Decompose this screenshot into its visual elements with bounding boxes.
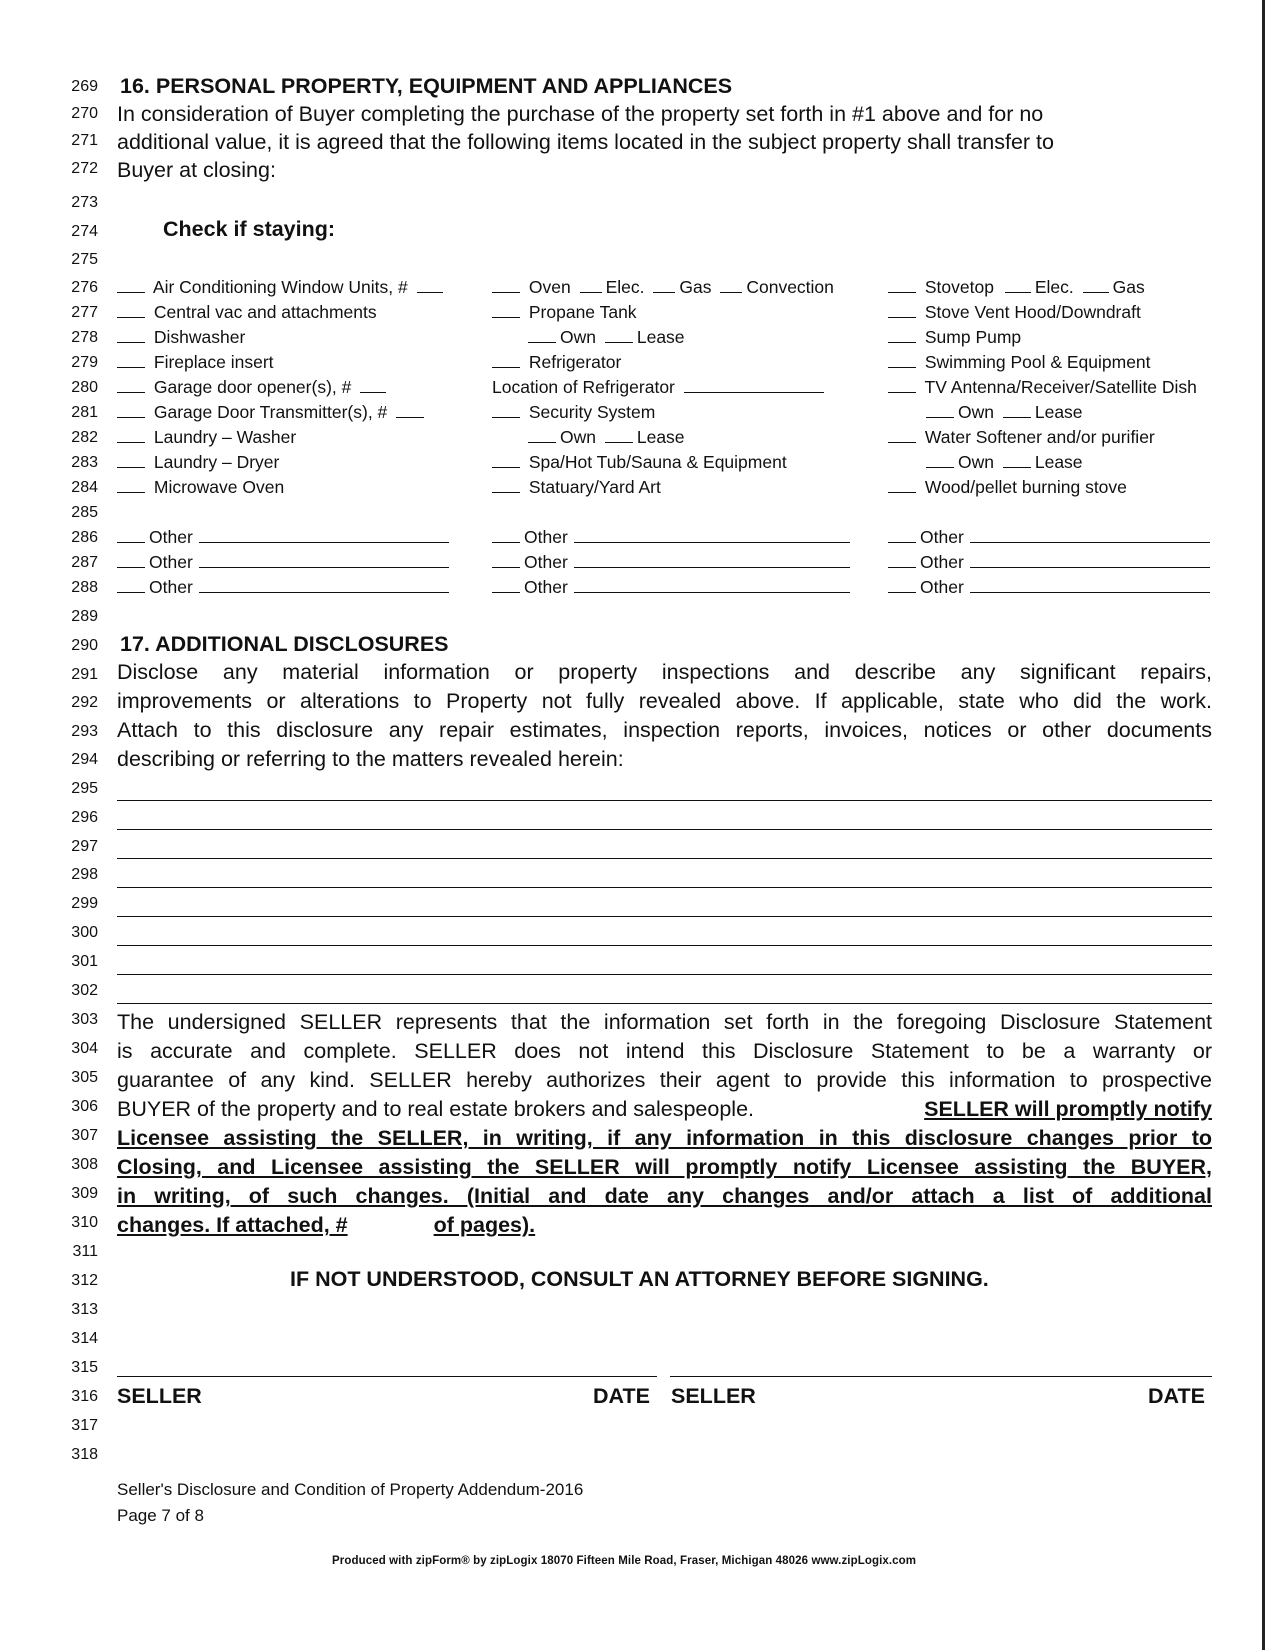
line-number: 286 xyxy=(71,529,98,546)
disclosure-write-line[interactable] xyxy=(117,800,1212,801)
pages-count-suffix: of pages). xyxy=(433,1213,536,1237)
other-item xyxy=(117,526,449,548)
item-label: Swimming Pool & Equipment xyxy=(924,352,1151,372)
other-label: Other xyxy=(149,527,193,547)
line-number: 276 xyxy=(71,279,98,296)
checklist-item xyxy=(492,401,655,423)
checkbox-blank[interactable] xyxy=(492,301,520,318)
seller-statement-line: guarantee of any kind. SELLER hereby authorizes their agent to provide this information to prospective xyxy=(117,1068,1212,1092)
line-number: 275 xyxy=(71,251,98,268)
option-label: Convection xyxy=(746,277,834,297)
line-number: 311 xyxy=(72,1243,98,1260)
seller-statement-emphasis: in writing, of such changes. (Initial and date any changes and/or attach a list of additional xyxy=(117,1184,1212,1208)
line-number: 317 xyxy=(71,1417,98,1434)
other-blank[interactable] xyxy=(970,526,1210,543)
date-label: DATE xyxy=(593,1384,650,1408)
line-number: 304 xyxy=(71,1040,98,1057)
option-label: Gas xyxy=(1112,277,1145,297)
checkbox-blank[interactable] xyxy=(117,301,145,318)
checkbox-blank[interactable] xyxy=(888,276,916,293)
option-label: Elec. xyxy=(1034,277,1074,297)
item-label: Laundry – Washer xyxy=(153,427,297,447)
option-label: Gas xyxy=(679,277,712,297)
option-label: Own xyxy=(560,327,596,347)
line-number: 271 xyxy=(71,132,98,149)
line-number: 273 xyxy=(71,194,98,211)
disclosure-write-line[interactable] xyxy=(117,916,1212,917)
line-number: 280 xyxy=(71,379,98,396)
checkbox-blank[interactable] xyxy=(117,426,145,443)
attorney-warning: IF NOT UNDERSTOOD, CONSULT AN ATTORNEY BEFORE SIGNING. xyxy=(290,1267,989,1291)
other-blank[interactable] xyxy=(970,551,1210,568)
other-blank[interactable] xyxy=(199,526,449,543)
other-blank[interactable] xyxy=(199,576,449,593)
line-number: 301 xyxy=(71,953,98,970)
checklist-item xyxy=(888,476,1127,498)
option-label: Own xyxy=(560,427,596,447)
line-number: 305 xyxy=(71,1069,98,1086)
line-number: 302 xyxy=(71,982,98,999)
disclosure-write-line[interactable] xyxy=(117,1003,1212,1004)
disclosure-write-line[interactable] xyxy=(117,974,1212,975)
seller-label: SELLER xyxy=(671,1384,756,1408)
statement-emphasis: SELLER will promptly notify xyxy=(924,1097,1212,1121)
line-number: 298 xyxy=(71,866,98,883)
option-label: Own xyxy=(958,402,994,422)
checklist-item xyxy=(492,476,661,498)
section-17-text: improvements or alterations to Property not fully revealed above. If applicable, state who did the work. xyxy=(117,689,1212,713)
item-label: Refrigerator xyxy=(528,352,622,372)
checkbox-blank[interactable] xyxy=(888,426,916,443)
checkbox-blank[interactable] xyxy=(926,401,954,418)
checkbox-blank[interactable] xyxy=(492,526,520,543)
location-blank[interactable] xyxy=(684,376,824,393)
checklist-item xyxy=(492,376,824,398)
checkbox-blank[interactable] xyxy=(720,276,742,293)
checkbox-blank[interactable] xyxy=(888,526,916,543)
seller-statement-line: The undersigned SELLER represents that the information set forth in the foregoing Disclosure Statement xyxy=(117,1010,1212,1034)
line-number: 297 xyxy=(71,838,98,855)
pages-count-label: changes. If attached, # xyxy=(117,1213,348,1237)
checklist-suboption xyxy=(528,426,685,448)
seller-statement-emphasis: Licensee assisting the SELLER, in writing, if any information in this disclosure changes prior to xyxy=(117,1126,1212,1150)
item-label: Security System xyxy=(528,402,656,422)
checkbox-blank[interactable] xyxy=(528,426,556,443)
item-label: Garage Door Transmitter(s), # xyxy=(153,402,388,422)
line-number: 308 xyxy=(71,1156,98,1173)
checkbox-blank[interactable] xyxy=(653,276,675,293)
line-number: 296 xyxy=(71,809,98,826)
checkbox-blank[interactable] xyxy=(605,426,633,443)
section-17-text: describing or referring to the matters revealed herein: xyxy=(117,747,624,771)
section-16-text: Buyer at closing: xyxy=(117,158,276,182)
checkbox-blank[interactable] xyxy=(117,451,145,468)
line-number: 300 xyxy=(71,924,98,941)
disclosure-write-line[interactable] xyxy=(117,887,1212,888)
count-blank[interactable] xyxy=(396,401,424,418)
section-17-heading: 17. ADDITIONAL DISCLOSURES xyxy=(120,632,449,656)
other-item xyxy=(492,576,850,598)
checkbox-blank[interactable] xyxy=(888,326,916,343)
item-label: Microwave Oven xyxy=(153,477,285,497)
line-number: 270 xyxy=(71,105,98,122)
item-label: Central vac and attachments xyxy=(153,302,377,322)
other-blank[interactable] xyxy=(574,551,850,568)
section-17-text: Attach to this disclosure any repair estimates, inspection reports, invoices, notices or other documents xyxy=(117,718,1212,742)
item-label: Garage door opener(s), # xyxy=(153,377,352,397)
section-16-heading: 16. PERSONAL PROPERTY, EQUIPMENT AND APPLIANCES xyxy=(120,74,733,98)
other-item xyxy=(117,551,449,573)
line-number: 309 xyxy=(71,1185,98,1202)
checklist-item xyxy=(888,376,1197,398)
line-number: 293 xyxy=(71,723,98,740)
checkbox-blank[interactable] xyxy=(117,351,145,368)
other-item xyxy=(888,526,1210,548)
option-label: Elec. xyxy=(605,277,645,297)
line-number: 282 xyxy=(71,429,98,446)
seller-signature-line[interactable] xyxy=(117,1376,657,1377)
line-number: 284 xyxy=(71,479,98,496)
checklist-item xyxy=(888,426,1155,448)
checklist-suboption xyxy=(926,401,1083,423)
checklist-item xyxy=(117,376,386,398)
line-number: 277 xyxy=(71,304,98,321)
check-if-staying-label: Check if staying: xyxy=(163,217,336,241)
checklist-item xyxy=(117,476,284,498)
option-label: Lease xyxy=(1034,452,1083,472)
item-label: Location of Refrigerator xyxy=(492,377,675,397)
checkbox-blank[interactable] xyxy=(1005,276,1031,293)
checkbox-blank[interactable] xyxy=(492,576,520,593)
checklist-item xyxy=(117,351,274,373)
checkbox-blank[interactable] xyxy=(888,376,916,393)
item-label: Water Softener and/or purifier xyxy=(924,427,1155,447)
checkbox-blank[interactable] xyxy=(888,301,916,318)
item-label: Laundry – Dryer xyxy=(153,452,280,472)
other-label: Other xyxy=(524,552,568,572)
seller-statement-line xyxy=(117,1095,1212,1124)
checkbox-blank[interactable] xyxy=(926,451,954,468)
section-17-text: Disclose any material information or property inspections and describe any significant repairs, xyxy=(117,660,1212,684)
other-blank[interactable] xyxy=(970,576,1210,593)
page-edge-line xyxy=(1262,0,1265,1650)
line-number: 299 xyxy=(71,895,98,912)
line-number: 283 xyxy=(71,454,98,471)
line-number: 289 xyxy=(71,608,98,625)
line-number: 279 xyxy=(71,354,98,371)
checklist-item xyxy=(492,351,621,373)
line-number: 278 xyxy=(71,329,98,346)
checklist-item xyxy=(117,301,377,323)
other-label: Other xyxy=(920,527,964,547)
line-number: 290 xyxy=(71,637,98,654)
checkbox-blank[interactable] xyxy=(888,351,916,368)
checklist-item xyxy=(117,276,443,298)
seller-statement-emphasis: Closing, and Licensee assisting the SELLER will promptly notify Licensee assisting the BUYER, xyxy=(117,1155,1212,1179)
checkbox-blank[interactable] xyxy=(117,326,145,343)
other-item xyxy=(117,576,449,598)
other-item xyxy=(492,551,850,573)
line-number: 318 xyxy=(71,1446,98,1463)
checklist-item xyxy=(492,276,834,298)
disclosure-write-line[interactable] xyxy=(117,945,1212,946)
seller-label: SELLER xyxy=(117,1384,202,1408)
line-number: 269 xyxy=(71,78,98,95)
line-number: 281 xyxy=(71,404,98,421)
checkbox-blank[interactable] xyxy=(605,326,633,343)
checklist-item xyxy=(117,451,279,473)
checklist-item xyxy=(888,326,1021,348)
checkbox-blank[interactable] xyxy=(117,376,145,393)
option-label: Lease xyxy=(636,427,685,447)
checklist-item xyxy=(888,301,1141,323)
checkbox-blank[interactable] xyxy=(580,276,602,293)
line-number: 292 xyxy=(71,694,98,711)
checkbox-blank[interactable] xyxy=(492,276,520,293)
line-number: 316 xyxy=(71,1388,98,1405)
line-number: 313 xyxy=(71,1301,98,1318)
other-blank[interactable] xyxy=(199,551,449,568)
section-16-text: In consideration of Buyer completing the purchase of the property set forth in #1 above and for no xyxy=(117,102,1044,126)
other-blank[interactable] xyxy=(574,576,850,593)
checklist-item xyxy=(117,326,245,348)
other-label: Other xyxy=(920,577,964,597)
checkbox-blank[interactable] xyxy=(1003,451,1031,468)
checkbox-blank[interactable] xyxy=(492,476,520,493)
checkbox-blank[interactable] xyxy=(492,451,520,468)
checklist-item xyxy=(117,401,424,423)
checkbox-blank[interactable] xyxy=(117,551,145,568)
checkbox-blank[interactable] xyxy=(117,526,145,543)
line-number: 285 xyxy=(71,504,98,521)
item-label: Stovetop xyxy=(924,277,994,297)
checkbox-blank[interactable] xyxy=(1003,401,1031,418)
line-number: 294 xyxy=(71,751,98,768)
checkbox-blank[interactable] xyxy=(888,476,916,493)
checkbox-blank[interactable] xyxy=(1083,276,1109,293)
item-label: Dishwasher xyxy=(153,327,246,347)
item-label: Oven xyxy=(528,277,571,297)
option-label: Lease xyxy=(1034,402,1083,422)
other-label: Other xyxy=(920,552,964,572)
other-item xyxy=(888,576,1210,598)
item-label: TV Antenna/Receiver/Satellite Dish xyxy=(924,377,1197,397)
item-label: Propane Tank xyxy=(528,302,637,322)
checkbox-blank[interactable] xyxy=(117,276,145,293)
seller-signature-line[interactable] xyxy=(670,1376,1212,1377)
checkbox-blank[interactable] xyxy=(888,551,916,568)
page-number: Page 7 of 8 xyxy=(117,1506,204,1525)
checklist-item xyxy=(492,301,637,323)
item-label: Fireplace insert xyxy=(153,352,274,372)
other-label: Other xyxy=(149,552,193,572)
other-item xyxy=(888,551,1210,573)
date-label: DATE xyxy=(1148,1384,1205,1408)
line-number: 272 xyxy=(71,160,98,177)
line-number: 315 xyxy=(71,1359,98,1376)
line-number: 314 xyxy=(71,1330,98,1347)
disclosure-write-line[interactable] xyxy=(117,858,1212,859)
checklist-item xyxy=(888,351,1151,373)
line-number: 303 xyxy=(71,1011,98,1028)
other-label: Other xyxy=(524,577,568,597)
statement-text: BUYER of the property and to real estate brokers and salespeople. xyxy=(117,1097,755,1121)
checklist-suboption xyxy=(926,451,1083,473)
line-number: 288 xyxy=(71,579,98,596)
form-name: Seller's Disclosure and Condition of Property Addendum-2016 xyxy=(117,1480,584,1499)
other-item xyxy=(492,526,850,548)
checkbox-blank[interactable] xyxy=(492,351,520,368)
other-label: Other xyxy=(524,527,568,547)
option-label: Own xyxy=(958,452,994,472)
line-number: 291 xyxy=(71,666,98,683)
item-label: Sump Pump xyxy=(924,327,1022,347)
seller-statement-emphasis xyxy=(117,1213,535,1237)
item-label: Statuary/Yard Art xyxy=(528,477,661,497)
line-number: 295 xyxy=(71,780,98,797)
line-number: 306 xyxy=(71,1098,98,1115)
section-16-text: additional value, it is agreed that the following items located in the subject property shall transfer to xyxy=(117,130,1054,154)
line-number: 310 xyxy=(71,1214,98,1231)
checkbox-blank[interactable] xyxy=(528,326,556,343)
item-label: Air Conditioning Window Units, # xyxy=(152,277,408,297)
other-label: Other xyxy=(149,577,193,597)
checklist-item xyxy=(117,426,296,448)
line-number: 312 xyxy=(71,1272,98,1289)
option-label: Lease xyxy=(636,327,685,347)
line-number: 274 xyxy=(71,223,98,240)
checkbox-blank[interactable] xyxy=(117,476,145,493)
count-blank[interactable] xyxy=(417,276,443,293)
produced-by-footer: Produced with zipForm® by zipLogix 18070 Fifteen Mile Road, Fraser, Michigan 48026 www.zipLogix.com xyxy=(332,1555,917,1567)
checkbox-blank[interactable] xyxy=(492,401,520,418)
line-number: 307 xyxy=(71,1127,98,1144)
item-label: Wood/pellet burning stove xyxy=(924,477,1127,497)
checkbox-blank[interactable] xyxy=(117,576,145,593)
item-label: Spa/Hot Tub/Sauna & Equipment xyxy=(528,452,787,472)
checkbox-blank[interactable] xyxy=(492,551,520,568)
checklist-item xyxy=(888,276,1145,298)
disclosure-write-line[interactable] xyxy=(117,829,1212,830)
checkbox-blank[interactable] xyxy=(117,401,145,418)
seller-statement-line: is accurate and complete. SELLER does not intend this Disclosure Statement to be a warranty or xyxy=(117,1039,1212,1063)
line-number: 287 xyxy=(71,554,98,571)
checklist-suboption xyxy=(528,326,685,348)
checklist-item xyxy=(492,451,787,473)
other-blank[interactable] xyxy=(574,526,850,543)
item-label: Stove Vent Hood/Downdraft xyxy=(924,302,1141,322)
count-blank[interactable] xyxy=(360,376,386,393)
checkbox-blank[interactable] xyxy=(888,576,916,593)
